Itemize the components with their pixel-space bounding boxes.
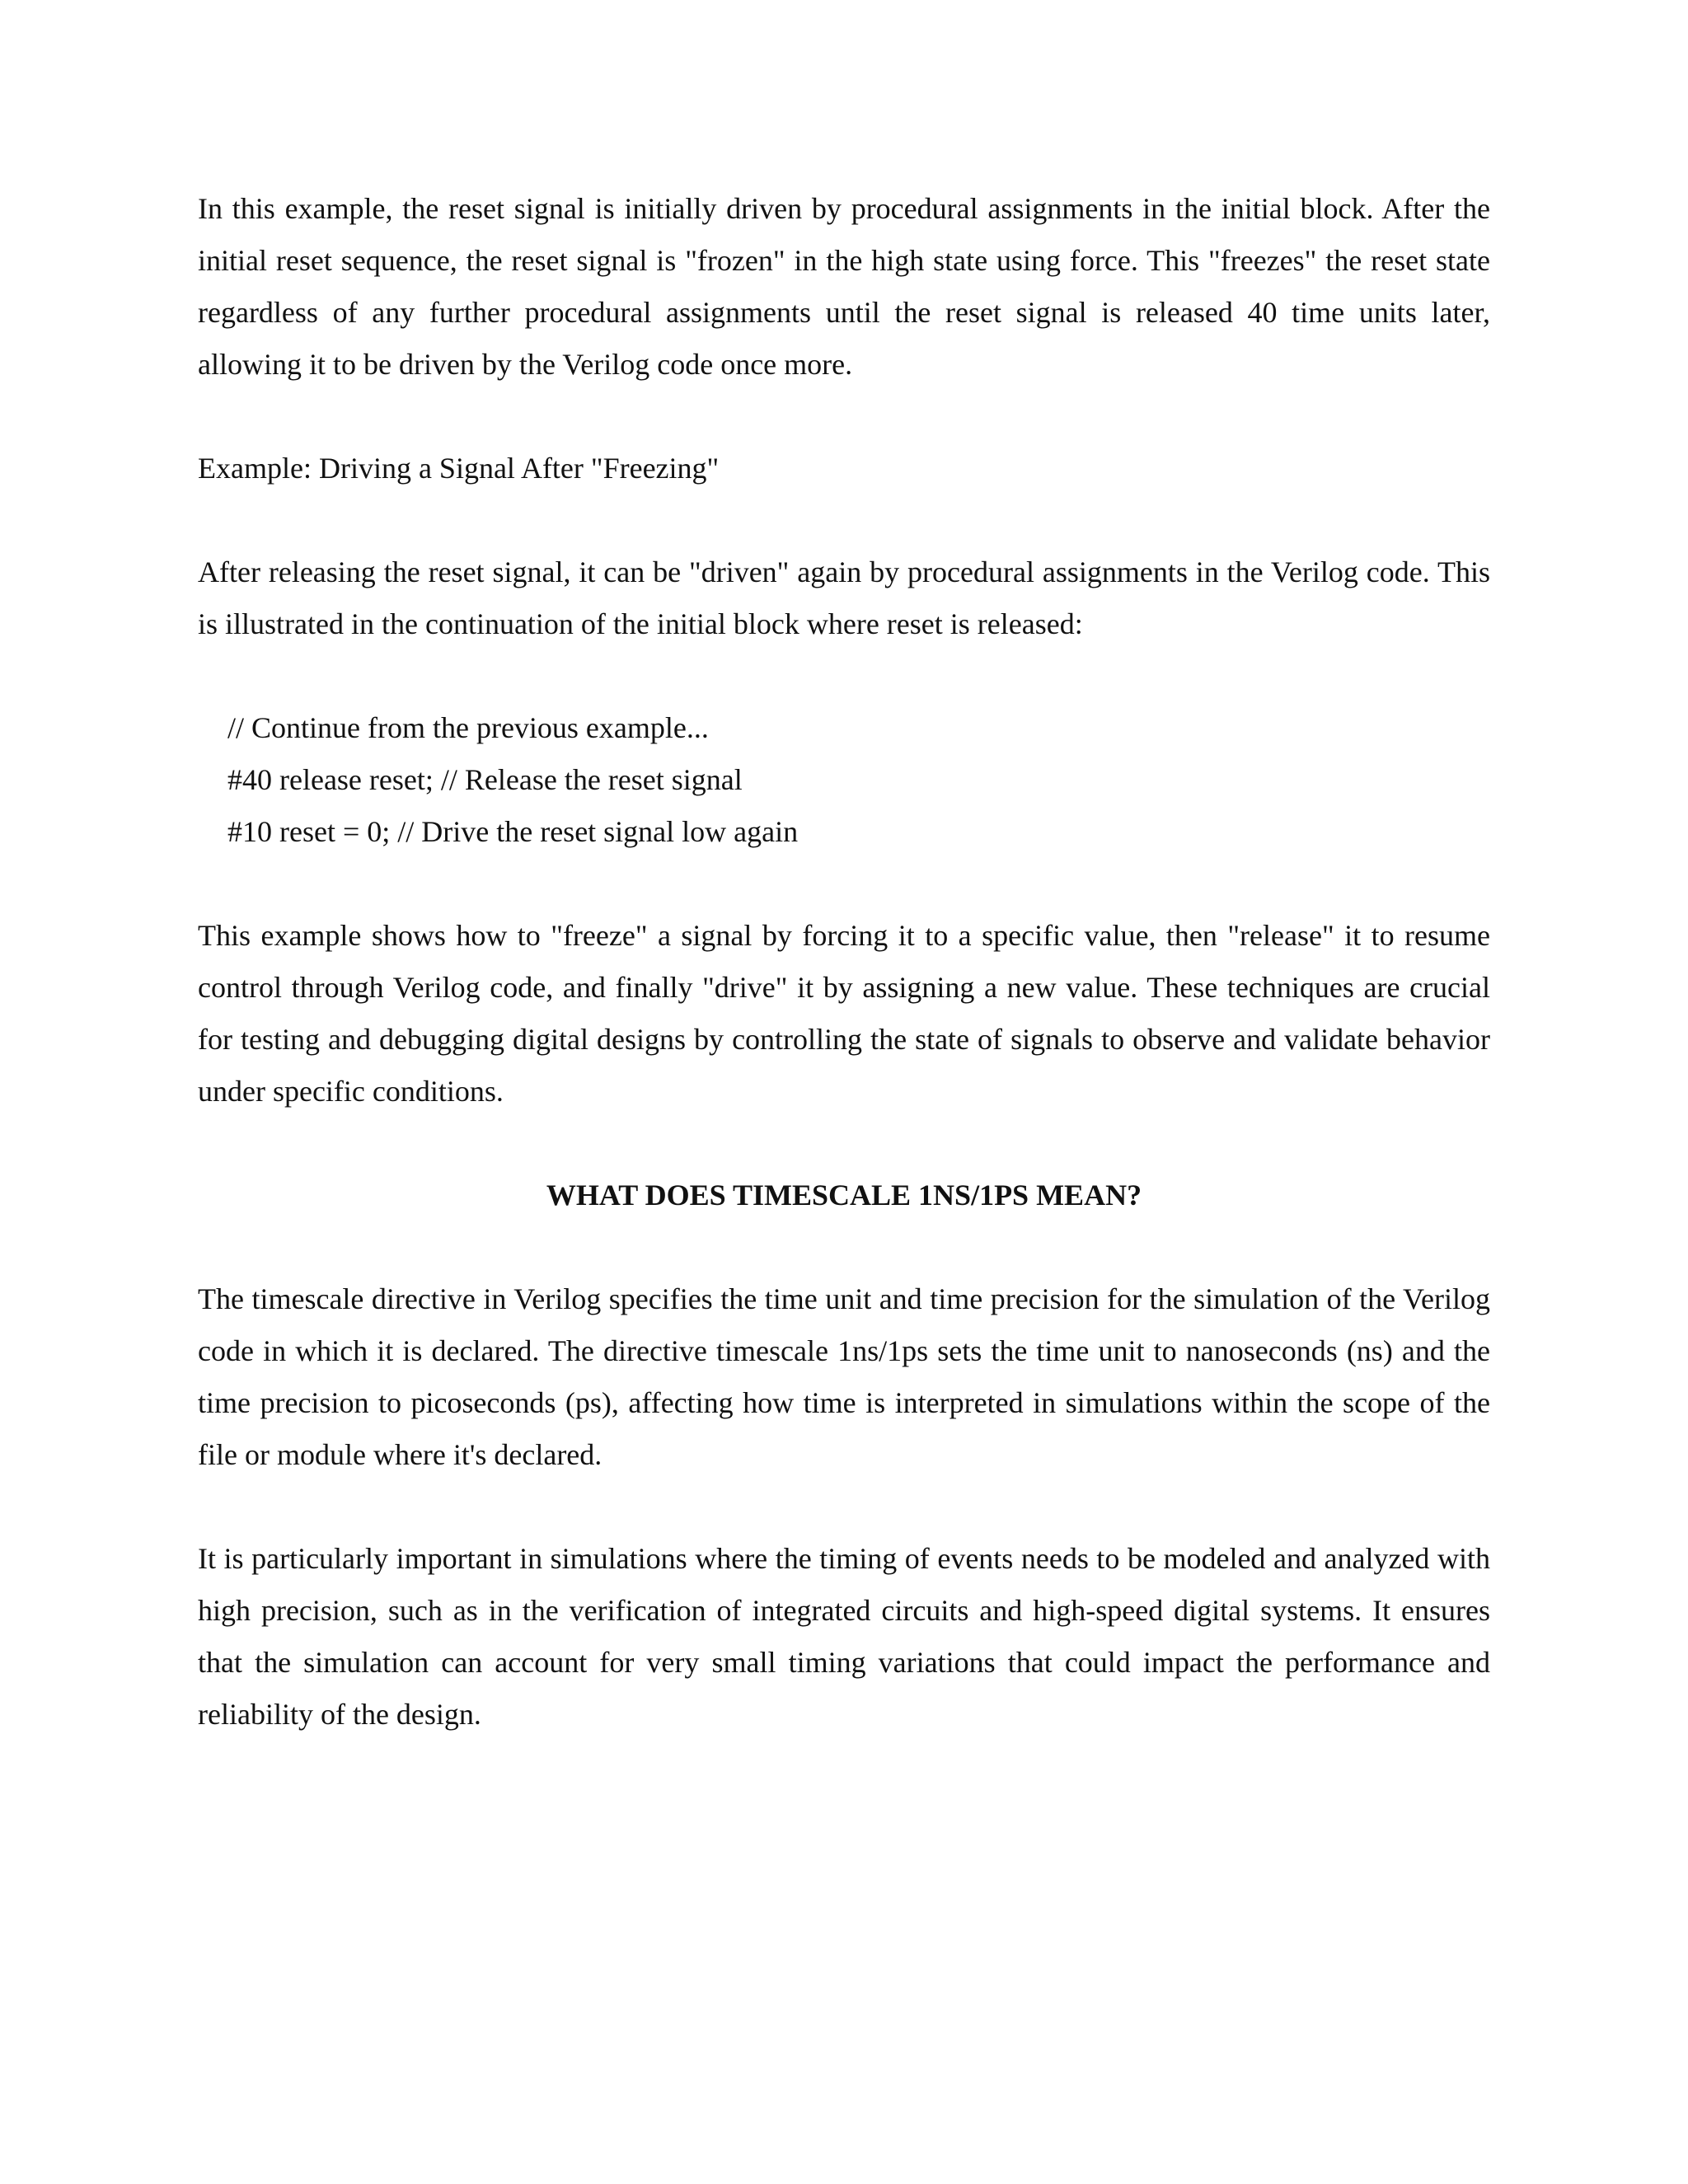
section-heading: WHAT DOES TIMESCALE 1NS/1PS MEAN? [546,1179,1142,1212]
paragraph-freeze-summary: This example shows how to "freeze" a signal by forcing it to a specific value, then "release" it to resume control through Verilog code, and finally "drive" it by assigning a new value. These techniques are crucial for testing and debugging digital designs by controlling the state of signals to observe and validate behavior under specific conditions. [198,919,1490,1108]
paragraph-release-drive: After releasing the reset signal, it can be "driven" again by procedural assignments in the Verilog code. This is illustrated in the continuation of the initial block where reset is released: [198,555,1490,640]
paragraph-timescale-importance: It is particularly important in simulations where the timing of events needs to be modeled and analyzed with high precision, such as in the verification of integrated circuits and high-speed digital systems. It ensures that the simulation can account for very small timing variations that could impact the performance and reliability of the design. [198,1542,1490,1731]
code-line-release: #40 release reset; // Release the reset signal [227,763,743,796]
code-line-drive: #10 reset = 0; // Drive the reset signal low again [227,815,799,848]
paragraph-reset-freeze: In this example, the reset signal is initially driven by procedural assignments in the initial block. After the initial reset sequence, the reset signal is "frozen" in the high state using force. This "freezes" the reset state regardless of any further procedural assignments until the reset signal is released 40 time units later, allowing it to be driven by the Verilog code once more. [198,192,1490,381]
code-line-comment: // Continue from the previous example... [227,711,709,744]
document-page [198,183,1490,1793]
code-block [198,702,1490,858]
example-title: Example: Driving a Signal After "Freezing" [198,452,720,485]
paragraph-timescale-definition: The timescale directive in Verilog specifies the time unit and time precision for the simulation of the Verilog code in which it is declared. The directive timescale 1ns/1ps sets the time unit to nanoseconds (ns) and the time precision to picoseconds (ps), affecting how time is interpreted in simulations within the scope of the file or module where it's declared. [198,1282,1490,1471]
